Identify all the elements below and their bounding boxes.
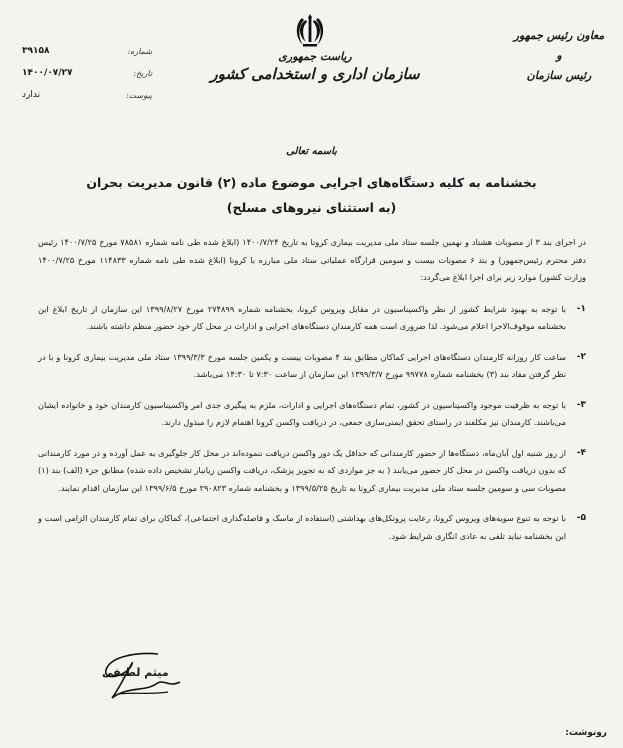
- intro-paragraph: در اجرای بند ۳ از مصوبات هشتاد و نهمین جلسه ستاد ملی مدیریت بیماری کرونا به تاریخ ۱۴۰۰/۷/۲۴ (ابلاغ شده طی نامه شماره ۷۸۵۸۱ مورخ ۱۴۰۰/۷/۲۵ رئیس دفتر محترم رئیس‌جمهور) و بند ۶ مصوبات بیست و سومین قرارگاه عملیاتی ستاد ملی مبارزه با کرونا (ابلاغ شده طی نامه شماره ۱۱۴۸۳۳ مورخ ۱۴۰۰/۷/۲۵ وزارت کشور) موارد زیر برای اجرا ابلاغ می‌گردد:: [38, 237, 586, 282]
- document-subtitle: (به استثنای نیروهای مسلح): [226, 200, 397, 215]
- meta-date-row: [22, 62, 152, 84]
- emblem-icon: [293, 12, 327, 50]
- recipient-line-1: معاون رئیس جمهور: [513, 29, 605, 42]
- list-item: [38, 397, 586, 432]
- item-text: با توجه به ظرفیت موجود واکسیناسیون در کشور، تمام دستگاه‌های اجرایی و ادارات، ملزم به پیگیری جدی امر واکسیناسیون کارمندان خود و خانواده ایشان می‌باشند. کارمندان نیز مکلفند در راستای تحقق ایمنی‌سازی جمعی، در دریافت واکسن کرونا اهتمام لازم را مبذول دارند.: [38, 399, 566, 427]
- meta-attachment-value: ندارد: [22, 90, 41, 100]
- meta-date-value: ۱۴۰۰/۰۷/۲۷: [22, 68, 73, 78]
- item-text: با توجه به بهبود شرایط کشور از نظر واکسیناسیون در مقابل ویروس کرونا، بخشنامه شماره ۲۷۴۸۹۹ مورخ ۱۳۹۹/۸/۲۷ این سازمان از تاریخ ابلاغ این بخشنامه موقوف‌الاجرا اعلام می‌شود. لذا ضروری است همه کارمندان دستگاه‌های اجرایی و ادارات در محل کار خود حضور منظم داشته باشند.: [38, 303, 567, 331]
- list-item: [38, 445, 586, 498]
- meta-number-value: ۳۹۱۵۸: [22, 46, 50, 56]
- bismillah: باسمه تعالی: [286, 146, 337, 157]
- cc-label: رونوشت:: [565, 728, 607, 738]
- recipient-amp: و: [556, 49, 562, 62]
- meta-number-key: شماره:: [127, 46, 152, 56]
- item-number: ۳-: [576, 399, 586, 410]
- meta-attachment-key: پیوست:: [125, 90, 152, 100]
- item-number: ۵-: [576, 513, 586, 523]
- recipient-title: [509, 26, 609, 86]
- organization-name: سازمان اداری و استخدامی کشور: [210, 65, 420, 83]
- list-item: [38, 510, 586, 545]
- signer-name: میثم لطیفی: [102, 666, 169, 679]
- list-item: [38, 301, 586, 336]
- meta-date-key: تاریخ:: [133, 68, 152, 78]
- presidency-label: ریاست جمهوری: [278, 50, 352, 63]
- recipient-line-2: رئیس سازمان: [526, 69, 592, 82]
- list-item: [38, 349, 586, 384]
- meta-number-row: [22, 40, 152, 62]
- item-number: ۴-: [576, 447, 586, 458]
- document-body: [38, 234, 586, 558]
- header-center: [210, 50, 420, 83]
- item-number: ۲-: [576, 351, 586, 362]
- item-number: ۱-: [576, 303, 586, 314]
- item-text: با توجه به تنوع سویه‌های ویروس کرونا، رعایت پروتکل‌های بهداشتی (استفاده از ماسک و فاصله‌گذاری اجتماعی)، کماکان برای تمام کارمندان الزامی است و این بخشنامه نباید تلقی به عادی انگاری شرایط شود.: [38, 513, 566, 541]
- letter-meta: [22, 40, 152, 106]
- meta-attachment-row: [22, 84, 152, 106]
- document-title: بخشنامه به کلیه دستگاه‌های اجرایی موضوع ماده (۲) قانون مدیریت بحران: [86, 175, 537, 190]
- item-text: از روز شنبه اول آبان‌ماه، دستگاه‌ها از حضور کارمندانی که حداقل یک دوز واکسن دریافت ننموده‌اند در محل کار جلوگیری به عمل آورده و در مورد کارمندانی که بدون دریافت واکسن در محل کار حضور می‌یابند ( به جز مواردی که به تجویز پزشک، دریافت واکسن زیانبار تشخیص داده شده) مطابق جزء (الف) بند (۱) مصوبات سی و سومین جلسه ستاد ملی مدیریت بیماری کرونا به تاریخ ۱۳۹۹/۵/۲۵ و بخشنامه شماره ۲۹۰۸۲۳ مورخ ۱۳۹۹/۶/۵ این سازمان اقدام نمایند.: [38, 447, 566, 493]
- item-text: ساعت کار روزانه کارمندان دستگاه‌های اجرایی کماکان مطابق بند ۴ مصوبات بیست و یکمین جلسه مورخ ۱۳۹۹/۳/۳ ستاد ملی مدیریت بیماری کرونا و با در نظر گرفتن مفاد بند (۳) بخشنامه شماره ۹۹۷۷۸ مورخ ۱۳۹۹/۳/۷ این سازمان از ساعت ۷:۳۰ تا ۱۴:۳۰ می‌باشد.: [38, 351, 566, 379]
